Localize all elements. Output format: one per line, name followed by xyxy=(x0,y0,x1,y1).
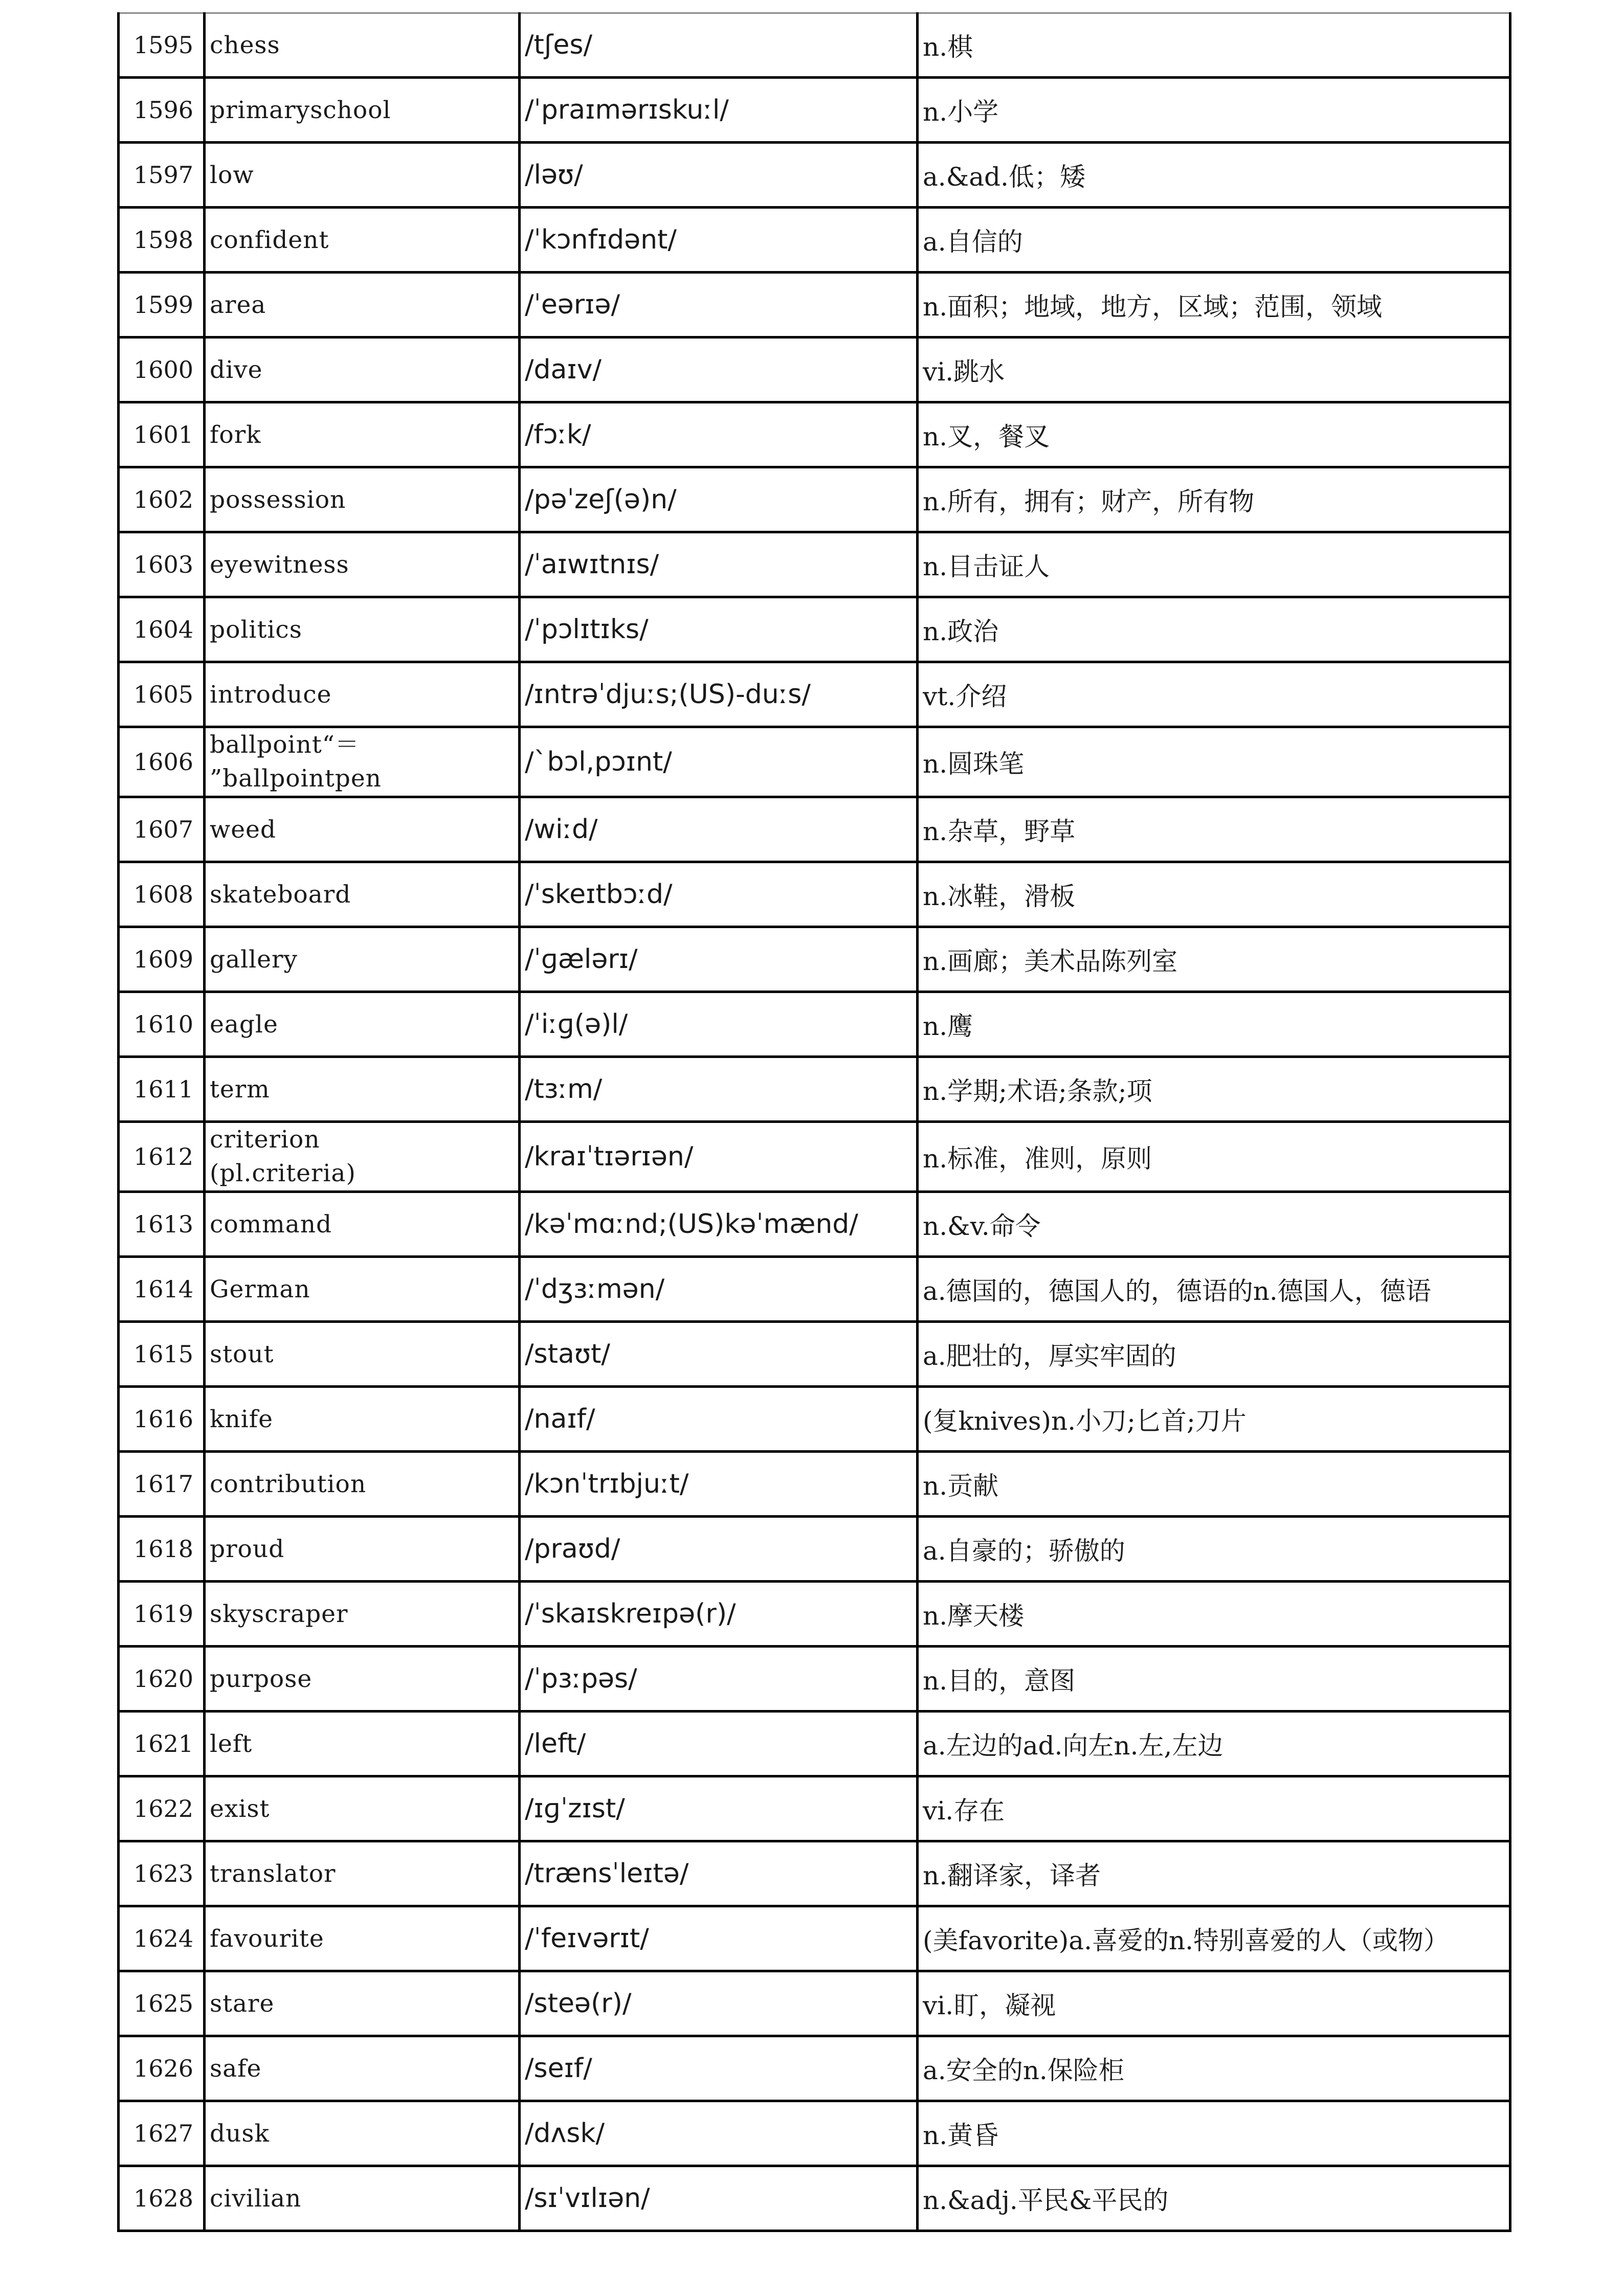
entry-word xyxy=(205,1122,520,1192)
table-row xyxy=(119,597,1510,662)
entry-phonetic: /naɪf/ xyxy=(520,1387,918,1452)
entry-phonetic: /ˈeərɪə/ xyxy=(520,273,918,337)
entry-meaning: n.学期;术语;条款;项 xyxy=(918,1057,1510,1122)
entry-meaning: n.棋 xyxy=(918,13,1510,78)
entry-word: fork xyxy=(205,402,520,467)
entry-number: 1599 xyxy=(119,273,205,337)
entry-meaning: vi.盯，凝视 xyxy=(918,1971,1510,2036)
entry-meaning: n.鹰 xyxy=(918,992,1510,1057)
entry-word: primaryschool xyxy=(205,78,520,143)
vocabulary-table-body xyxy=(119,13,1510,2231)
entry-meaning: a.肥壮的，厚实牢固的 xyxy=(918,1322,1510,1387)
entry-word: area xyxy=(205,273,520,337)
entry-phonetic: /kɔnˈtrɪbjuːt/ xyxy=(520,1452,918,1517)
entry-word: safe xyxy=(205,2036,520,2101)
entry-phonetic: /sɪˈvɪlɪən/ xyxy=(520,2166,918,2231)
entry-number: 1627 xyxy=(119,2101,205,2166)
entry-word: term xyxy=(205,1057,520,1122)
table-row xyxy=(119,273,1510,337)
entry-word xyxy=(205,727,520,797)
entry-word: command xyxy=(205,1192,520,1257)
entry-phonetic: /ˈdʒɜːmən/ xyxy=(520,1257,918,1322)
entry-meaning: a.自信的 xyxy=(918,208,1510,273)
entry-number: 1617 xyxy=(119,1452,205,1517)
table-row xyxy=(119,1971,1510,2036)
entry-meaning: n.冰鞋，滑板 xyxy=(918,862,1510,927)
entry-phonetic: /tʃes/ xyxy=(520,13,918,78)
entry-word: introduce xyxy=(205,662,520,727)
entry-number: 1621 xyxy=(119,1712,205,1776)
table-row xyxy=(119,1057,1510,1122)
entry-word: left xyxy=(205,1712,520,1776)
entry-word: possession xyxy=(205,467,520,532)
entry-number: 1596 xyxy=(119,78,205,143)
entry-word: stare xyxy=(205,1971,520,2036)
entry-number: 1610 xyxy=(119,992,205,1057)
entry-number: 1602 xyxy=(119,467,205,532)
entry-phonetic: /ləʊ/ xyxy=(520,143,918,208)
entry-word: gallery xyxy=(205,927,520,992)
entry-word: proud xyxy=(205,1517,520,1582)
entry-phonetic: /ɪntrəˈdjuːs;(US)-duːs/ xyxy=(520,662,918,727)
entry-meaning: n.杂草，野草 xyxy=(918,797,1510,862)
entry-number: 1619 xyxy=(119,1582,205,1647)
table-row xyxy=(119,1122,1510,1192)
entry-meaning: a.自豪的；骄傲的 xyxy=(918,1517,1510,1582)
entry-word: dusk xyxy=(205,2101,520,2166)
entry-meaning: n.贡献 xyxy=(918,1452,1510,1517)
entry-word: politics xyxy=(205,597,520,662)
entry-number: 1607 xyxy=(119,797,205,862)
table-row xyxy=(119,1387,1510,1452)
entry-number: 1613 xyxy=(119,1192,205,1257)
entry-meaning: a.左边的ad.向左n.左,左边 xyxy=(918,1712,1510,1776)
entry-meaning: n.小学 xyxy=(918,78,1510,143)
entry-phonetic: /ˈpraɪmərɪskuːl/ xyxy=(520,78,918,143)
table-row xyxy=(119,13,1510,78)
entry-phonetic: /ɪɡˈzɪst/ xyxy=(520,1776,918,1841)
entry-word: eyewitness xyxy=(205,532,520,597)
vocabulary-table xyxy=(117,12,1511,2232)
entry-phonetic: /pəˈzeʃ(ə)n/ xyxy=(520,467,918,532)
entry-word-line-1: criterion xyxy=(210,1126,320,1154)
table-row xyxy=(119,208,1510,273)
entry-phonetic: /tɜːm/ xyxy=(520,1057,918,1122)
entry-meaning: n.目的，意图 xyxy=(918,1647,1510,1712)
table-row xyxy=(119,2101,1510,2166)
table-row xyxy=(119,1517,1510,1582)
table-row xyxy=(119,1452,1510,1517)
entry-phonetic: /ˈfeɪvərɪt/ xyxy=(520,1906,918,1971)
entry-meaning: a.德国的，德国人的，德语的n.德国人，德语 xyxy=(918,1257,1510,1322)
entry-phonetic: /kraɪˈtɪərɪən/ xyxy=(520,1122,918,1192)
entry-meaning: (美favorite)a.喜爱的n.特别喜爱的人（或物） xyxy=(918,1906,1510,1971)
table-row xyxy=(119,2166,1510,2231)
entry-number: 1620 xyxy=(119,1647,205,1712)
entry-meaning: (复knives)n.小刀;匕首;刀片 xyxy=(918,1387,1510,1452)
table-row xyxy=(119,402,1510,467)
entry-word: confident xyxy=(205,208,520,273)
entry-phonetic: /wiːd/ xyxy=(520,797,918,862)
table-row xyxy=(119,927,1510,992)
entry-phonetic: /fɔːk/ xyxy=(520,402,918,467)
entry-meaning: n.画廊；美术品陈列室 xyxy=(918,927,1510,992)
table-row xyxy=(119,1322,1510,1387)
table-row xyxy=(119,1257,1510,1322)
entry-meaning: n.所有，拥有；财产，所有物 xyxy=(918,467,1510,532)
entry-phonetic: /left/ xyxy=(520,1712,918,1776)
table-row xyxy=(119,1906,1510,1971)
entry-number: 1612 xyxy=(119,1122,205,1192)
entry-phonetic: /ˈskaɪskreɪpə(r)/ xyxy=(520,1582,918,1647)
entry-word: stout xyxy=(205,1322,520,1387)
entry-phonetic: /dʌsk/ xyxy=(520,2101,918,2166)
entry-word-line-2: ”ballpointpen xyxy=(210,764,382,793)
entry-phonetic: /ˈɡælərɪ/ xyxy=(520,927,918,992)
table-row xyxy=(119,2036,1510,2101)
entry-number: 1598 xyxy=(119,208,205,273)
table-row xyxy=(119,1192,1510,1257)
entry-meaning: n.圆珠笔 xyxy=(918,727,1510,797)
entry-meaning: vt.介绍 xyxy=(918,662,1510,727)
entry-word: dive xyxy=(205,337,520,402)
entry-phonetic: /seɪf/ xyxy=(520,2036,918,2101)
table-row xyxy=(119,797,1510,862)
entry-number: 1622 xyxy=(119,1776,205,1841)
entry-meaning: n.面积；地域，地方，区域；范围，领域 xyxy=(918,273,1510,337)
entry-phonetic: /daɪv/ xyxy=(520,337,918,402)
table-row xyxy=(119,532,1510,597)
entry-number: 1614 xyxy=(119,1257,205,1322)
entry-meaning: n.黄昏 xyxy=(918,2101,1510,2166)
entry-word: chess xyxy=(205,13,520,78)
entry-number: 1615 xyxy=(119,1322,205,1387)
entry-phonetic: /ˈskeɪtbɔːd/ xyxy=(520,862,918,927)
entry-number: 1603 xyxy=(119,532,205,597)
entry-phonetic: /ˈkɔnfɪdənt/ xyxy=(520,208,918,273)
table-row xyxy=(119,143,1510,208)
entry-number: 1624 xyxy=(119,1906,205,1971)
entry-word: exist xyxy=(205,1776,520,1841)
entry-meaning: a.&ad.低；矮 xyxy=(918,143,1510,208)
entry-number: 1611 xyxy=(119,1057,205,1122)
entry-number: 1625 xyxy=(119,1971,205,2036)
entry-phonetic: /steə(r)/ xyxy=(520,1971,918,2036)
entry-meaning: vi.跳水 xyxy=(918,337,1510,402)
table-row xyxy=(119,727,1510,797)
entry-phonetic: /ˈpɔlɪtɪks/ xyxy=(520,597,918,662)
entry-word: purpose xyxy=(205,1647,520,1712)
entry-number: 1618 xyxy=(119,1517,205,1582)
entry-word: low xyxy=(205,143,520,208)
entry-number: 1600 xyxy=(119,337,205,402)
entry-word: favourite xyxy=(205,1906,520,1971)
table-row xyxy=(119,1841,1510,1906)
entry-word: knife xyxy=(205,1387,520,1452)
table-row xyxy=(119,1582,1510,1647)
entry-word: skateboard xyxy=(205,862,520,927)
entry-meaning: vi.存在 xyxy=(918,1776,1510,1841)
entry-meaning: a.安全的n.保险柜 xyxy=(918,2036,1510,2101)
entry-phonetic: /ˈiːɡ(ə)l/ xyxy=(520,992,918,1057)
entry-number: 1616 xyxy=(119,1387,205,1452)
entry-phonetic: /kəˈmɑːnd;(US)kəˈmænd/ xyxy=(520,1192,918,1257)
entry-number: 1606 xyxy=(119,727,205,797)
table-row xyxy=(119,78,1510,143)
entry-number: 1623 xyxy=(119,1841,205,1906)
entry-word: translator xyxy=(205,1841,520,1906)
table-row xyxy=(119,1647,1510,1712)
entry-meaning: n.&adj.平民&平民的 xyxy=(918,2166,1510,2231)
entry-number: 1626 xyxy=(119,2036,205,2101)
entry-phonetic: /staʊt/ xyxy=(520,1322,918,1387)
entry-number: 1595 xyxy=(119,13,205,78)
table-row xyxy=(119,662,1510,727)
entry-number: 1597 xyxy=(119,143,205,208)
entry-word: civilian xyxy=(205,2166,520,2231)
entry-meaning: n.政治 xyxy=(918,597,1510,662)
entry-number: 1604 xyxy=(119,597,205,662)
entry-number: 1609 xyxy=(119,927,205,992)
entry-phonetic: /praʊd/ xyxy=(520,1517,918,1582)
entry-number: 1601 xyxy=(119,402,205,467)
entry-meaning: n.叉，餐叉 xyxy=(918,402,1510,467)
entry-word-line-2: (pl.criteria) xyxy=(210,1159,356,1187)
table-row xyxy=(119,992,1510,1057)
entry-number: 1628 xyxy=(119,2166,205,2231)
table-row xyxy=(119,467,1510,532)
entry-phonetic: /ˈaɪwɪtnɪs/ xyxy=(520,532,918,597)
entry-word: weed xyxy=(205,797,520,862)
entry-word: eagle xyxy=(205,992,520,1057)
entry-phonetic: /trænsˈleɪtə/ xyxy=(520,1841,918,1906)
table-row xyxy=(119,1712,1510,1776)
entry-number: 1608 xyxy=(119,862,205,927)
entry-meaning: n.目击证人 xyxy=(918,532,1510,597)
entry-word: skyscraper xyxy=(205,1582,520,1647)
entry-word-line-1: ballpoint“＝ xyxy=(210,731,360,759)
entry-number: 1605 xyxy=(119,662,205,727)
entry-word: contribution xyxy=(205,1452,520,1517)
entry-meaning: n.标准，准则，原则 xyxy=(918,1122,1510,1192)
table-row xyxy=(119,337,1510,402)
entry-word: German xyxy=(205,1257,520,1322)
entry-phonetic: /`bɔl,pɔɪnt/ xyxy=(520,727,918,797)
table-row xyxy=(119,1776,1510,1841)
entry-meaning: n.摩天楼 xyxy=(918,1582,1510,1647)
table-row xyxy=(119,862,1510,927)
entry-phonetic: /ˈpɜːpəs/ xyxy=(520,1647,918,1712)
entry-meaning: n.翻译家，译者 xyxy=(918,1841,1510,1906)
entry-meaning: n.&v.命令 xyxy=(918,1192,1510,1257)
